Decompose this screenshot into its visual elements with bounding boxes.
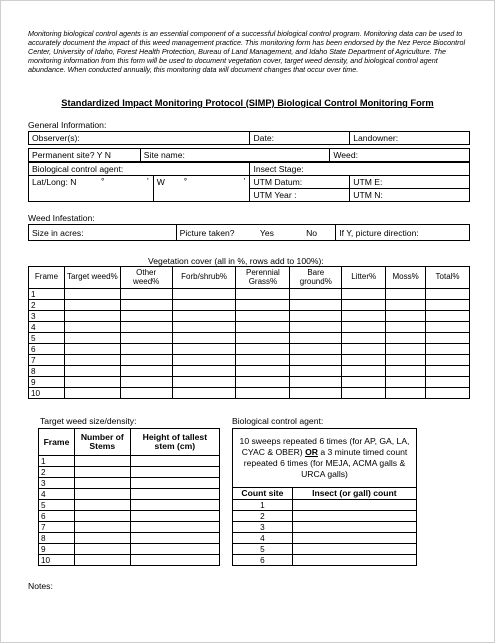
- site-table: [28, 148, 470, 162]
- density-frame-number: 7: [39, 522, 75, 533]
- location-table: [28, 162, 470, 202]
- vegetation-entry-cell[interactable]: [236, 388, 290, 399]
- biocontrol-entry-cell[interactable]: [292, 511, 416, 522]
- vegetation-frame-number: 7: [29, 355, 65, 366]
- biocontrol-frame-number: 1: [233, 500, 293, 511]
- vegetation-entry-cell[interactable]: [290, 388, 342, 399]
- vegetation-entry-cell[interactable]: [236, 366, 290, 377]
- vegetation-frame-number: 2: [29, 300, 65, 311]
- vegetation-entry-cell[interactable]: [290, 311, 342, 322]
- vegetation-entry-cell[interactable]: [120, 388, 172, 399]
- site-name-field[interactable]: Site name:: [140, 149, 330, 162]
- general-info-heading: General Information:: [28, 120, 107, 130]
- density-column-header: Number of Stems: [74, 429, 130, 456]
- density-entry-cell[interactable]: [130, 456, 219, 467]
- vegetation-row: [29, 355, 470, 366]
- biocontrol-entry-cell[interactable]: [292, 533, 416, 544]
- picture-taken-label: Picture taken?: [176, 225, 246, 241]
- vegetation-entry-cell[interactable]: [172, 377, 236, 388]
- vegetation-entry-cell[interactable]: [172, 344, 236, 355]
- picture-no-option[interactable]: No: [288, 225, 336, 241]
- vegetation-frame-number: 6: [29, 344, 65, 355]
- lat-degree-symbol: °: [101, 176, 105, 186]
- vegetation-entry-cell[interactable]: [426, 355, 470, 366]
- vegetation-column-header: Litter%: [342, 267, 386, 289]
- biocontrol-row: [233, 511, 417, 522]
- lat-field[interactable]: [29, 176, 154, 202]
- vegetation-entry-cell[interactable]: [290, 366, 342, 377]
- vegetation-entry-cell[interactable]: [426, 388, 470, 399]
- density-entry-cell[interactable]: [74, 511, 130, 522]
- biocontrol-frame-number: 6: [233, 555, 293, 566]
- vegetation-frame-number: 3: [29, 311, 65, 322]
- vegetation-entry-cell[interactable]: [236, 311, 290, 322]
- vegetation-entry-cell[interactable]: [290, 344, 342, 355]
- density-frame-number: 6: [39, 511, 75, 522]
- permanent-site-field[interactable]: Permanent site? Y N: [29, 149, 141, 162]
- vegetation-entry-cell[interactable]: [386, 344, 426, 355]
- vegetation-entry-cell[interactable]: [426, 300, 470, 311]
- vegetation-entry-cell[interactable]: [172, 355, 236, 366]
- density-heading: Target weed size/density:: [40, 416, 137, 426]
- vegetation-frame-number: 8: [29, 366, 65, 377]
- density-entry-cell[interactable]: [130, 555, 219, 566]
- vegetation-entry-cell[interactable]: [236, 355, 290, 366]
- biocontrol-frame-number: 4: [233, 533, 293, 544]
- long-label: W: [156, 177, 165, 187]
- density-entry-cell[interactable]: [74, 500, 130, 511]
- vegetation-entry-cell[interactable]: [120, 322, 172, 333]
- intro-paragraph: Monitoring biological control agents is an essential component of a successful biological control program. Monitoring data can be used to accurately document the impact of this weed management practice. This monitoring form has been endorsed by the Nez Perce Biocontrol Center, University of Idaho, Forest Health Protection, Bureau of Land Management, and Idaho State Department of Agriculture. The monitoring information from this form will be used to document vegetation cover, target weed density, and biological control agent abundance. When conducted annually, this monitoring data will document changes that occur over time.: [28, 29, 466, 75]
- density-frame-number: 1: [39, 456, 75, 467]
- vegetation-column-header: Moss%: [386, 267, 426, 289]
- biocontrol-entry-cell[interactable]: [292, 544, 416, 555]
- vegetation-entry-cell[interactable]: [386, 355, 426, 366]
- vegetation-entry-cell[interactable]: [290, 300, 342, 311]
- biocontrol-row: [233, 500, 417, 511]
- vegetation-entry-cell[interactable]: [426, 377, 470, 388]
- vegetation-entry-cell[interactable]: [236, 333, 290, 344]
- vegetation-entry-cell[interactable]: [342, 377, 386, 388]
- vegetation-column-header: Frame: [29, 267, 65, 289]
- vegetation-row: [29, 366, 470, 377]
- density-row: [39, 511, 220, 522]
- density-entry-cell[interactable]: [74, 555, 130, 566]
- vegetation-entry-cell[interactable]: [172, 322, 236, 333]
- density-row: [39, 489, 220, 500]
- vegetation-entry-cell[interactable]: [386, 377, 426, 388]
- vegetation-entry-cell[interactable]: [172, 366, 236, 377]
- biocontrol-row: [233, 544, 417, 555]
- lat-minute-symbol: ': [147, 176, 149, 186]
- vegetation-heading: Vegetation cover (all in %, rows add to 100%):: [148, 256, 324, 266]
- size-acres-field[interactable]: Size in acres:: [29, 225, 177, 241]
- instructions-or: OR: [305, 447, 318, 457]
- vegetation-column-header: Other weed%: [120, 267, 172, 289]
- vegetation-column-header: Target weed%: [64, 267, 120, 289]
- vegetation-entry-cell[interactable]: [426, 366, 470, 377]
- vegetation-entry-cell[interactable]: [236, 344, 290, 355]
- density-row: [39, 500, 220, 511]
- vegetation-entry-cell[interactable]: [172, 300, 236, 311]
- vegetation-entry-cell[interactable]: [64, 355, 120, 366]
- utm-e-field[interactable]: UTM E:: [350, 176, 470, 189]
- form-title: Standardized Impact Monitoring Protocol (SIMP) Biological Control Monitoring Form: [61, 98, 434, 108]
- vegetation-entry-cell[interactable]: [120, 377, 172, 388]
- infestation-table: [28, 224, 470, 241]
- density-entry-cell[interactable]: [130, 467, 219, 478]
- vegetation-entry-cell[interactable]: [342, 344, 386, 355]
- instructions-part-a: 10 sweeps repeated 6 times (for AP, GA, LA, CYAC & OBER): [239, 436, 410, 457]
- vegetation-entry-cell[interactable]: [64, 322, 120, 333]
- vegetation-entry-cell[interactable]: [120, 333, 172, 344]
- vegetation-entry-cell[interactable]: [172, 311, 236, 322]
- density-entry-cell[interactable]: [74, 544, 130, 555]
- vegetation-frame-number: 4: [29, 322, 65, 333]
- density-frame-number: 4: [39, 489, 75, 500]
- density-frame-number: 5: [39, 500, 75, 511]
- landowner-field[interactable]: Landowner:: [350, 132, 470, 145]
- vegetation-frame-number: 10: [29, 388, 65, 399]
- density-frame-number: 3: [39, 478, 75, 489]
- vegetation-entry-cell[interactable]: [120, 344, 172, 355]
- vegetation-entry-cell[interactable]: [426, 333, 470, 344]
- vegetation-entry-cell[interactable]: [386, 366, 426, 377]
- biocontrol-table: [232, 428, 417, 566]
- vegetation-column-header: Forb/shrub%: [172, 267, 236, 289]
- vegetation-entry-cell[interactable]: [342, 366, 386, 377]
- density-frame-number: 9: [39, 544, 75, 555]
- vegetation-entry-cell[interactable]: [426, 311, 470, 322]
- long-minute-symbol: ': [243, 176, 246, 186]
- biocontrol-frame-number: 5: [233, 544, 293, 555]
- vegetation-entry-cell[interactable]: [120, 355, 172, 366]
- utm-n-field[interactable]: UTM N:: [350, 189, 470, 202]
- density-row: [39, 478, 220, 489]
- density-entry-cell[interactable]: [130, 533, 219, 544]
- vegetation-entry-cell[interactable]: [426, 322, 470, 333]
- vegetation-entry-cell[interactable]: [236, 322, 290, 333]
- density-entry-cell[interactable]: [130, 522, 219, 533]
- vegetation-entry-cell[interactable]: [64, 377, 120, 388]
- vegetation-entry-cell[interactable]: [342, 333, 386, 344]
- vegetation-entry-cell[interactable]: [386, 388, 426, 399]
- vegetation-entry-cell[interactable]: [64, 311, 120, 322]
- utm-year-field[interactable]: UTM Year :: [250, 189, 350, 202]
- long-degree-symbol: °: [183, 176, 188, 186]
- biocontrol-frame-number: 3: [233, 522, 293, 533]
- vegetation-entry-cell[interactable]: [426, 344, 470, 355]
- vegetation-frame-number: 1: [29, 289, 65, 300]
- vegetation-entry-cell[interactable]: [342, 388, 386, 399]
- biocontrol-row: [233, 522, 417, 533]
- density-entry-cell[interactable]: [74, 522, 130, 533]
- density-entry-cell[interactable]: [130, 500, 219, 511]
- biocontrol-column-header: Count site: [233, 488, 293, 500]
- vegetation-entry-cell[interactable]: [342, 289, 386, 300]
- vegetation-entry-cell[interactable]: [172, 289, 236, 300]
- biocontrol-column-header: Insect (or gall) count: [292, 488, 416, 500]
- density-entry-cell[interactable]: [74, 489, 130, 500]
- insect-stage-field[interactable]: Insect Stage:: [250, 163, 470, 176]
- vegetation-entry-cell[interactable]: [120, 311, 172, 322]
- picture-direction-field[interactable]: If Y, picture direction:: [336, 225, 470, 241]
- biocontrol-row: [233, 533, 417, 544]
- vegetation-entry-cell[interactable]: [290, 289, 342, 300]
- biocontrol-row: [233, 555, 417, 566]
- general-info-table: [28, 131, 470, 145]
- weed-field[interactable]: Weed:: [330, 149, 470, 162]
- instructions-part-b: a 3 minute timed count repeated 6 times (for MEJA, ACMA galls & URCA galls): [243, 447, 408, 479]
- vegetation-entry-cell[interactable]: [342, 355, 386, 366]
- vegetation-row: [29, 388, 470, 399]
- date-field[interactable]: Date:: [250, 132, 350, 145]
- biocontrol-entry-cell[interactable]: [292, 555, 416, 566]
- vegetation-entry-cell[interactable]: [236, 289, 290, 300]
- vegetation-entry-cell[interactable]: [64, 333, 120, 344]
- weed-infestation-heading: Weed Infestation:: [28, 213, 95, 223]
- vegetation-row: [29, 289, 470, 300]
- vegetation-entry-cell[interactable]: [342, 300, 386, 311]
- notes-label: Notes:: [28, 581, 53, 591]
- density-entry-cell[interactable]: [74, 533, 130, 544]
- vegetation-entry-cell[interactable]: [64, 344, 120, 355]
- observers-field[interactable]: Observer(s):: [29, 132, 250, 145]
- vegetation-entry-cell[interactable]: [64, 300, 120, 311]
- vegetation-row: [29, 333, 470, 344]
- vegetation-entry-cell[interactable]: [64, 289, 120, 300]
- lat-label: Lat/Long: N: [32, 177, 77, 187]
- vegetation-row: [29, 300, 470, 311]
- density-entry-cell[interactable]: [130, 489, 219, 500]
- vegetation-entry-cell[interactable]: [120, 300, 172, 311]
- density-column-header: Frame: [39, 429, 75, 456]
- density-row: [39, 456, 220, 467]
- density-entry-cell[interactable]: [130, 511, 219, 522]
- vegetation-entry-cell[interactable]: [290, 355, 342, 366]
- density-entry-cell[interactable]: [74, 456, 130, 467]
- vegetation-column-header: Total%: [426, 267, 470, 289]
- density-frame-number: 8: [39, 533, 75, 544]
- vegetation-row: [29, 344, 470, 355]
- vegetation-entry-cell[interactable]: [64, 388, 120, 399]
- biocontrol-entry-cell[interactable]: [292, 500, 416, 511]
- vegetation-table: [28, 266, 470, 399]
- vegetation-entry-cell[interactable]: [290, 377, 342, 388]
- density-row: [39, 467, 220, 478]
- vegetation-row: [29, 322, 470, 333]
- vegetation-entry-cell[interactable]: [386, 333, 426, 344]
- density-frame-number: 10: [39, 555, 75, 566]
- vegetation-entry-cell[interactable]: [386, 322, 426, 333]
- density-row: [39, 555, 220, 566]
- density-row: [39, 533, 220, 544]
- biocontrol-instructions: [233, 429, 417, 488]
- utm-datum-field[interactable]: UTM Datum:: [250, 176, 350, 189]
- density-entry-cell[interactable]: [130, 478, 219, 489]
- vegetation-entry-cell[interactable]: [120, 289, 172, 300]
- density-entry-cell[interactable]: [130, 544, 219, 555]
- density-row: [39, 522, 220, 533]
- vegetation-entry-cell[interactable]: [64, 366, 120, 377]
- vegetation-entry-cell[interactable]: [172, 388, 236, 399]
- vegetation-entry-cell[interactable]: [386, 300, 426, 311]
- density-column-header: Height of tallest stem (cm): [130, 429, 219, 456]
- density-entry-cell[interactable]: [74, 478, 130, 489]
- vegetation-column-header: Bare ground%: [290, 267, 342, 289]
- vegetation-frame-number: 5: [29, 333, 65, 344]
- biocontrol-frame-number: 2: [233, 511, 293, 522]
- biocontrol-heading: Biological control agent:: [232, 416, 324, 426]
- vegetation-frame-number: 9: [29, 377, 65, 388]
- long-field[interactable]: [153, 176, 250, 202]
- vegetation-entry-cell[interactable]: [172, 333, 236, 344]
- bio-agent-field[interactable]: Biological control agent:: [29, 163, 250, 176]
- vegetation-entry-cell[interactable]: [120, 366, 172, 377]
- vegetation-column-header: Perennial Grass%: [236, 267, 290, 289]
- vegetation-entry-cell[interactable]: [236, 377, 290, 388]
- density-row: [39, 544, 220, 555]
- vegetation-entry-cell[interactable]: [290, 333, 342, 344]
- vegetation-entry-cell[interactable]: [290, 322, 342, 333]
- density-entry-cell[interactable]: [74, 467, 130, 478]
- vegetation-entry-cell[interactable]: [426, 289, 470, 300]
- vegetation-entry-cell[interactable]: [342, 322, 386, 333]
- biocontrol-entry-cell[interactable]: [292, 522, 416, 533]
- vegetation-entry-cell[interactable]: [236, 300, 290, 311]
- vegetation-entry-cell[interactable]: [386, 311, 426, 322]
- vegetation-row: [29, 377, 470, 388]
- vegetation-entry-cell[interactable]: [342, 311, 386, 322]
- vegetation-row: [29, 311, 470, 322]
- picture-yes-option[interactable]: Yes: [246, 225, 288, 241]
- density-frame-number: 2: [39, 467, 75, 478]
- density-table: [38, 428, 220, 566]
- vegetation-entry-cell[interactable]: [386, 289, 426, 300]
